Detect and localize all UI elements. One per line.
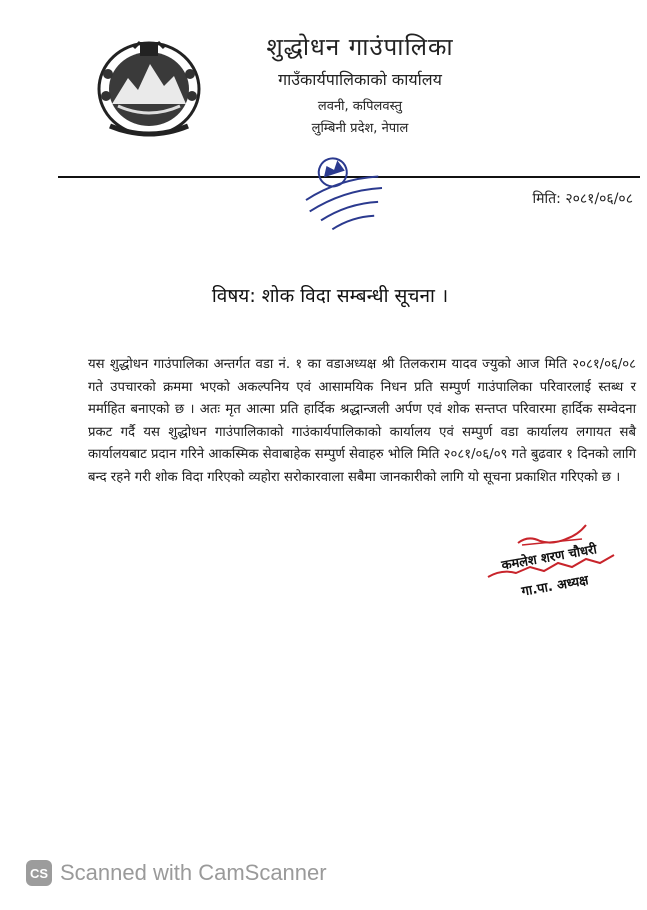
notice-body: यस शुद्धोधन गाउंपालिका अन्तर्गत वडा नं. १ का वडाअध्यक्ष श्री तिलकराम यादव ज्युको आज मिति २०८१/०६/०८ गते उपचारको क्रममा भएको अकल्पनिय एवं आसामयिक निधन प्रति सम्पुर्ण गाउंपालिका परिवारलाई स्तब्ध र मर्माहित बनाएको छ । अतः मृत आत्मा प्रति हार्दिक श्रद्धान्जली अर्पण एवं शोक सन्तप्त परिवारमा हार्दिक सम्वेदना प्रकट गर्दै यस शुद्धोधन गाउंपालिकाको गाउंकार्यपालिकाको कार्यालय एवं सम्पुर्ण वडा कार्यालय लगायत सबै कार्यालयबाट प्रदान गरिने आकस्मिक सेवाबाहेक सम्पुर्ण सेवाहरु भोलि मिति २०८१/०६/०९ गते बुढवार १ दिनको लागि बन्द रहने गरी शोक विदा गरिएको व्यहोरा सरोकारवाला सबैमा जानकारीको लागि यो सूचना प्रकाशित गरिएको छ । [88, 357, 636, 485]
watermark-text: Scanned with CamScanner [60, 860, 327, 885]
notice-subject: विषय: शोक विदा सम्बन्धी सूचना । [211, 285, 449, 307]
municipality-emblem-icon [88, 34, 210, 144]
camscanner-watermark [26, 857, 327, 889]
official-stamp-icon [296, 148, 392, 240]
org-name: शुद्धोधन गाउंपालिका [266, 33, 454, 61]
address-line1: लवनी, कपिलवस्तु [317, 99, 403, 114]
signer-name: कमलेश शरण चौधरी [500, 542, 598, 574]
camscanner-logo-icon: CS [26, 860, 52, 886]
address-line2: लुम्बिनी प्रदेश, नेपाल [311, 121, 409, 136]
issue-date: मिति: २०८१/०६/०८ [532, 191, 633, 207]
office-name: गाउँकार्यपालिकाको कार्यालय [278, 70, 442, 89]
signer-title: गा.पा. अध्यक्ष [520, 573, 590, 600]
